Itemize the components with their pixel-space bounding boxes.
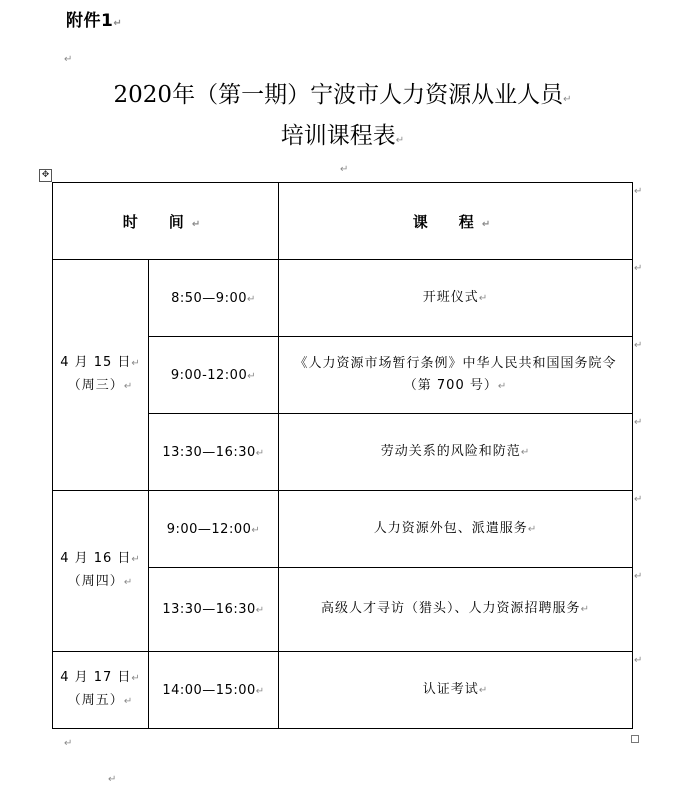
paragraph-mark-icon: ↵ xyxy=(247,370,257,382)
table-row xyxy=(53,652,633,729)
time-text: 8:50—9:00 xyxy=(171,290,247,306)
time-cell xyxy=(149,260,279,337)
course-cell xyxy=(279,652,633,729)
paragraph-mark-icon: ↵ xyxy=(395,135,405,146)
header-course xyxy=(279,183,633,260)
weekday-text: （周四） xyxy=(67,574,124,589)
course-schedule-table xyxy=(52,182,633,729)
title-line2-text: 培训课程表 xyxy=(280,123,396,149)
paragraph-mark-icon: ↵ xyxy=(520,446,531,458)
time-text: 14:00—15:00 xyxy=(162,682,256,698)
time-cell xyxy=(149,652,279,729)
paragraph-mark-icon: ↵ xyxy=(478,684,489,696)
paragraph-mark-icon: ↵ xyxy=(255,685,265,697)
weekday-text: （周三） xyxy=(67,378,124,393)
paragraph-mark-icon: ↵ xyxy=(123,696,134,707)
paragraph-mark-icon: ↵ xyxy=(108,774,117,785)
paragraph-mark-icon: ↵ xyxy=(340,164,349,175)
table-header-row xyxy=(53,183,633,260)
time-cell xyxy=(149,337,279,414)
header-time-text: 时 间 xyxy=(122,212,192,231)
row-end-mark-icon: ↵ xyxy=(634,655,643,666)
date-cell xyxy=(53,652,149,729)
row-end-mark-icon: ↵ xyxy=(634,417,643,428)
time-cell xyxy=(149,568,279,652)
course-cell xyxy=(279,260,633,337)
paragraph-mark-icon: ↵ xyxy=(131,673,141,684)
paragraph-mark-icon: ↵ xyxy=(481,218,499,230)
course-cell xyxy=(279,414,633,491)
date-text: 4 月 16 日 xyxy=(60,551,132,566)
row-end-mark-icon: ↵ xyxy=(634,186,643,197)
date-cell xyxy=(53,260,149,491)
course-text: 人力资源外包、派遣服务 xyxy=(373,520,528,536)
row-end-mark-icon: ↵ xyxy=(634,494,643,505)
date-cell xyxy=(53,491,149,652)
course-text: 高级人才寻访（猎头）、人力资源招聘服务 xyxy=(321,601,581,616)
paragraph-mark-icon: ↵ xyxy=(478,292,489,304)
header-time xyxy=(53,183,279,260)
document-title-line1 xyxy=(0,76,685,109)
course-cell xyxy=(279,568,633,652)
paragraph-mark-icon: ↵ xyxy=(497,380,508,392)
paragraph-mark-icon: ↵ xyxy=(527,523,538,535)
paragraph-mark-icon: ↵ xyxy=(123,577,134,588)
paragraph-mark-icon: ↵ xyxy=(64,54,73,65)
course-cell xyxy=(279,491,633,568)
course-text: 开班仪式 xyxy=(422,289,479,305)
table-move-handle-icon[interactable]: ✥ xyxy=(39,169,52,182)
paragraph-mark-icon: ↵ xyxy=(64,738,73,749)
attachment-label xyxy=(66,6,122,31)
time-cell xyxy=(149,414,279,491)
table-row xyxy=(53,491,633,568)
header-course-text: 课 程 xyxy=(412,212,482,231)
time-text: 9:00—12:00 xyxy=(166,521,252,537)
table-row xyxy=(53,260,633,337)
paragraph-mark-icon: ↵ xyxy=(131,554,141,565)
paragraph-mark-icon: ↵ xyxy=(113,18,123,29)
time-text: 13:30—16:30 xyxy=(162,602,256,617)
row-end-mark-icon: ↵ xyxy=(634,571,643,582)
document-title-line2 xyxy=(0,117,685,150)
course-text: 《人力资源市场暂行条例》中华人民共和国国务院令（第 700 号） xyxy=(294,355,617,393)
date-text: 4 月 15 日 xyxy=(60,355,132,370)
paragraph-mark-icon: ↵ xyxy=(563,94,572,105)
course-text: 认证考试 xyxy=(422,681,479,697)
course-cell xyxy=(279,337,633,414)
title-line1-text: 2020年（第一期）宁波市人力资源从业人员 xyxy=(113,82,564,108)
row-end-mark-icon: ↵ xyxy=(634,263,643,274)
paragraph-mark-icon: ↵ xyxy=(255,605,265,616)
date-text: 4 月 17 日 xyxy=(60,670,132,685)
course-text: 劳动关系的风险和防范 xyxy=(380,443,521,459)
weekday-text: （周五） xyxy=(67,693,124,708)
paragraph-mark-icon: ↵ xyxy=(123,381,134,392)
paragraph-mark-icon: ↵ xyxy=(247,293,256,305)
time-cell xyxy=(149,491,279,568)
time-text: 9:00-12:00 xyxy=(170,367,248,383)
paragraph-mark-icon: ↵ xyxy=(191,218,209,230)
attachment-label-text: 附件1 xyxy=(66,11,114,31)
paragraph-mark-icon: ↵ xyxy=(580,604,590,615)
time-text: 13:30—16:30 xyxy=(162,444,256,460)
paragraph-mark-icon: ↵ xyxy=(251,524,261,536)
paragraph-mark-icon: ↵ xyxy=(255,447,265,459)
table-resize-handle-icon[interactable] xyxy=(631,735,639,743)
row-end-mark-icon: ↵ xyxy=(634,340,643,351)
paragraph-mark-icon: ↵ xyxy=(131,358,141,369)
